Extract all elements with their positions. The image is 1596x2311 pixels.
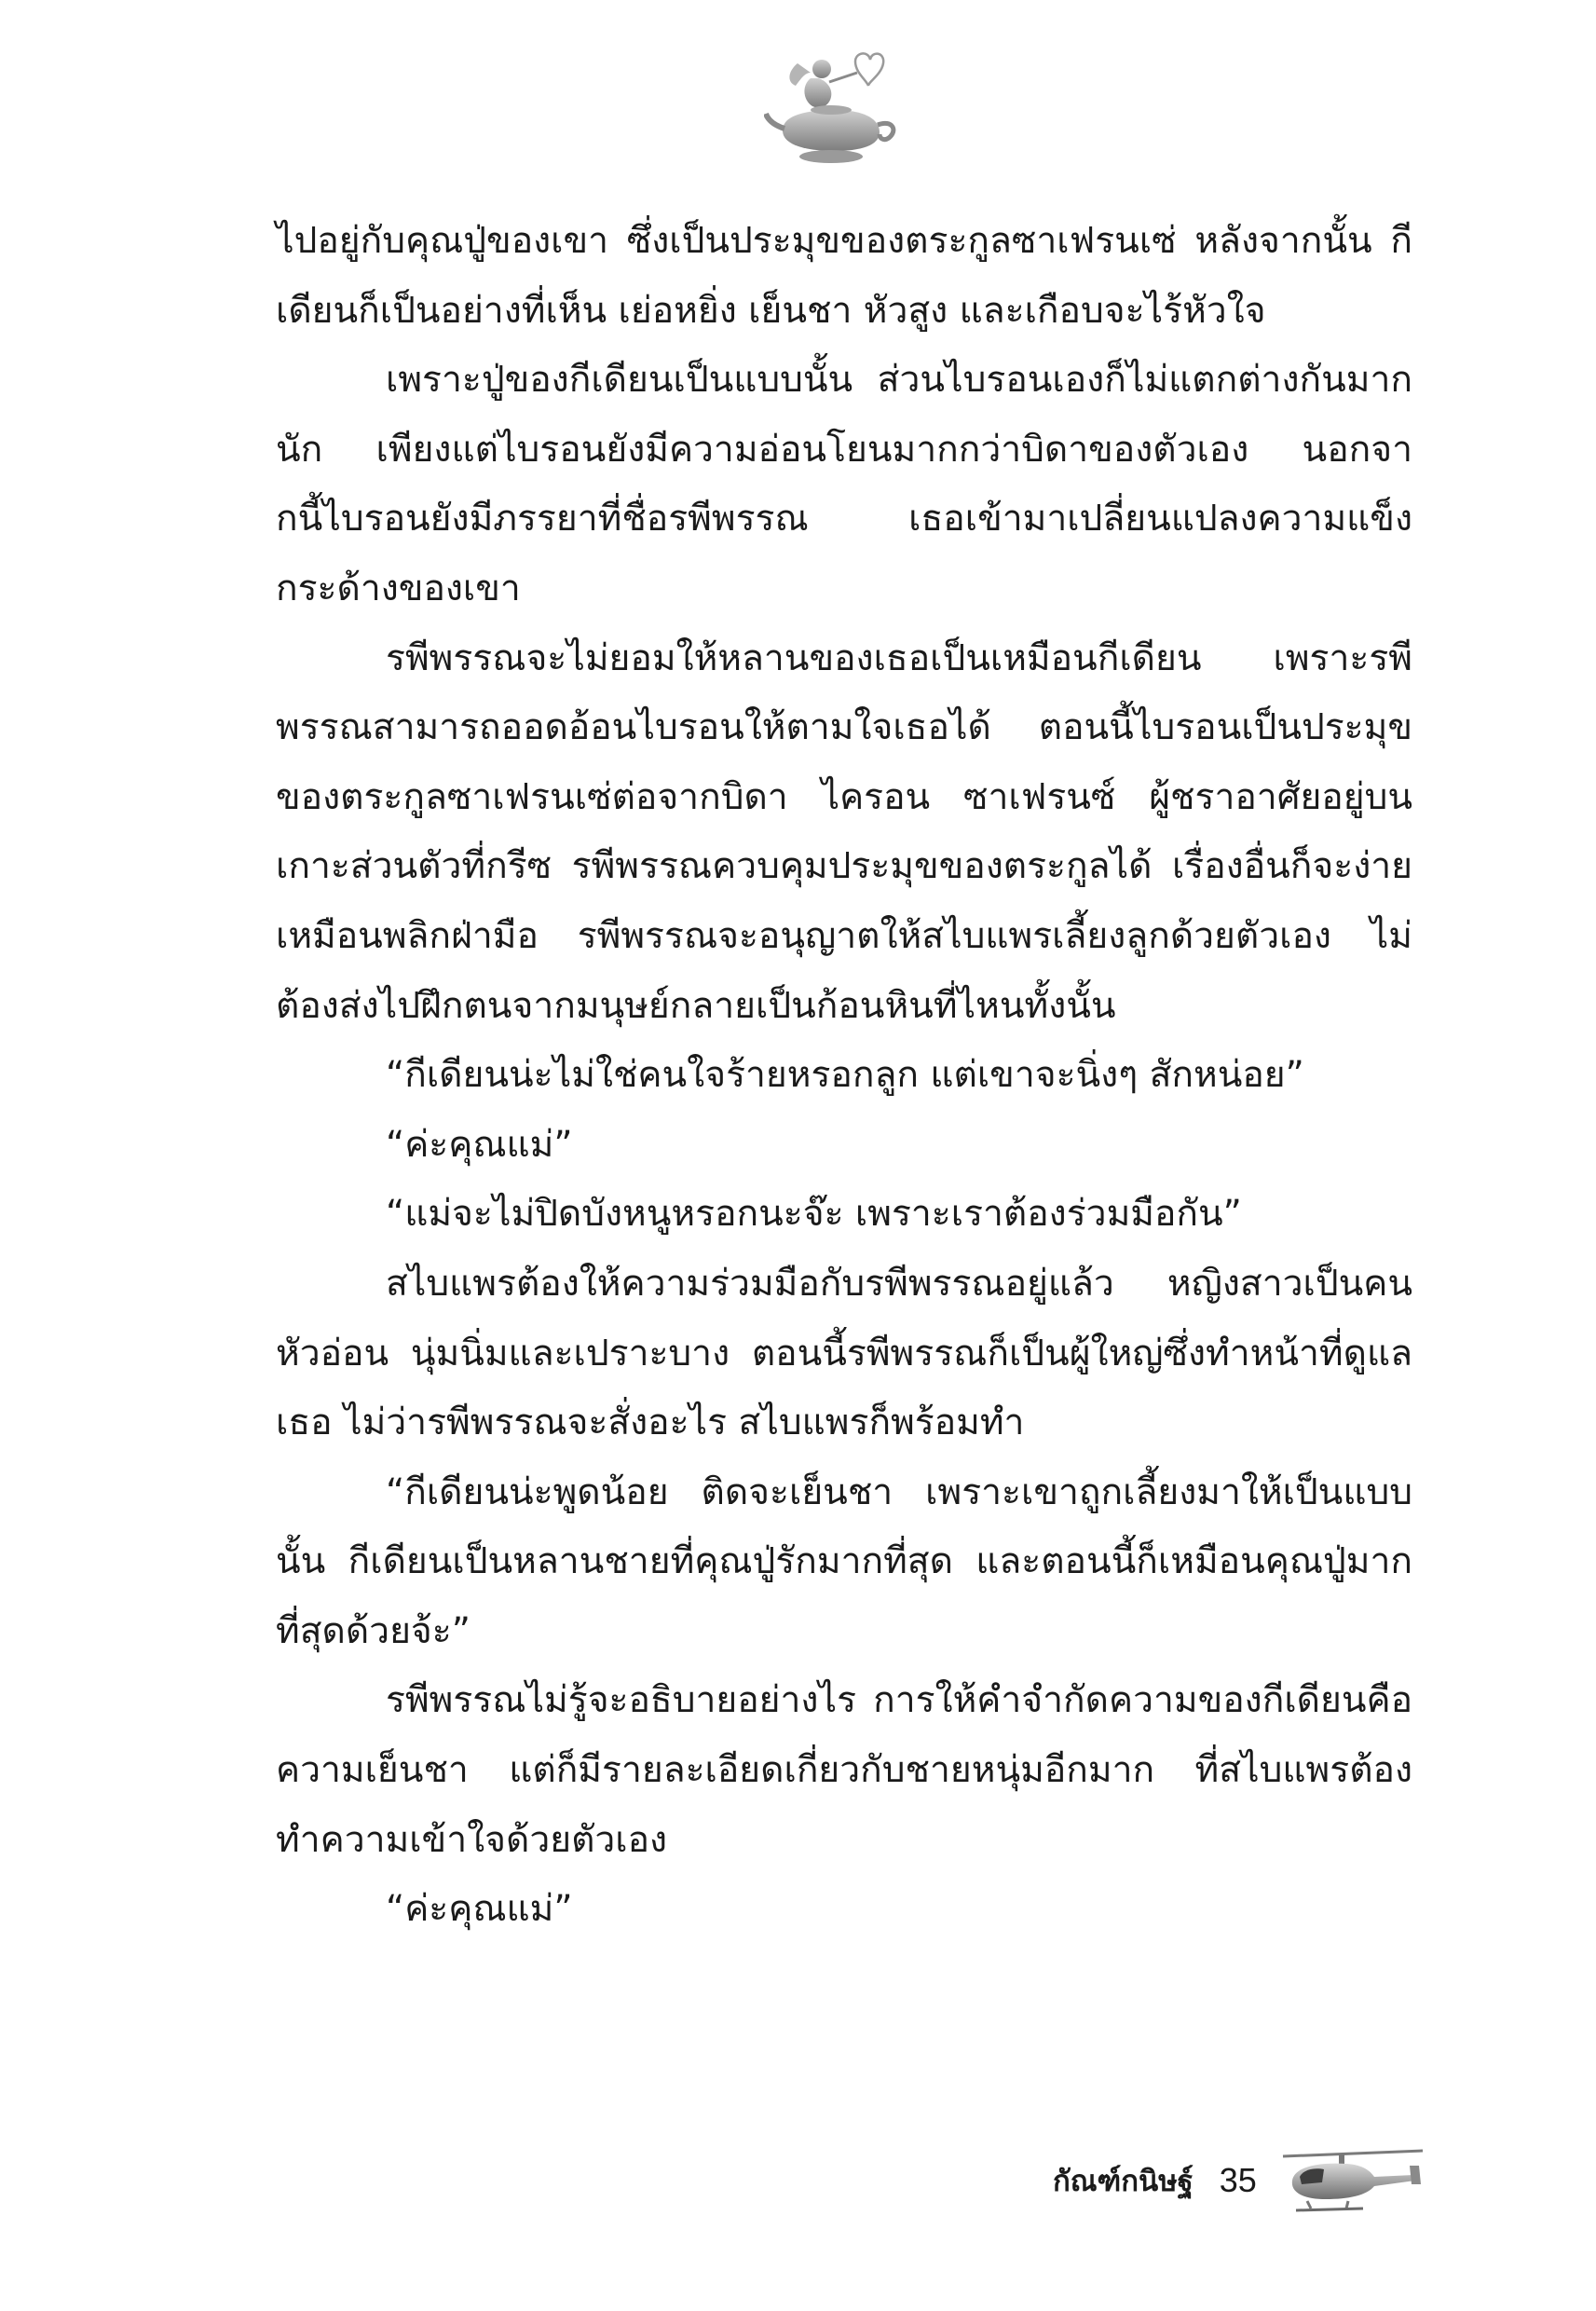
book-title: กัณฑ์กนิษฐ์ — [1053, 2165, 1194, 2198]
paragraph: “กีเดียนน่ะพูดน้อย ติดจะเย็นชา เพราะเขาถูกเลี้ยงมาให้เป็นแบบนั้น กีเดียนเป็นหลานชายที่คุณปู่รักมากที่สุด และตอนนี้ก็เหมือนคุณปู่มากที่สุดด้วยจ้ะ” — [276, 1470, 1412, 1652]
paragraph: เพราะปู่ของกีเดียนเป็นแบบนั้น ส่วนไบรอนเองก็ไม่แตกต่างกันมากนัก เพียงแต่ไบรอนยังมีความอ่อนโยนมากกว่าบิดาของตัวเอง นอกจากนี้ไบรอนยังมีภรรยาที่ชื่อรพีพรรณ เธอเข้ามาเปลี่ยนแปลงความแข็งกระด้างของเขา — [276, 359, 1412, 609]
body-text — [276, 207, 1412, 1945]
paragraph: สไบแพรต้องให้ความร่วมมือกับรพีพรรณอยู่แล้ว หญิงสาวเป็นคนหัวอ่อน นุ่มนิ่มและเปราะบาง ตอนนี้รพีพรรณก็เป็นผู้ใหญ่ซึ่งทำหน้าที่ดูแลเธอ ไม่ว่ารพีพรรณจะสั่งอะไร สไบแพรก็พร้อมทำ — [276, 1262, 1412, 1444]
paragraph: “กีเดียนน่ะไม่ใช่คนใจร้ายหรอกลูก แต่เขาจะนิ่งๆ สักหน่อย” — [386, 1054, 1304, 1097]
paragraph: รพีพรรณจะไม่ยอมให้หลานของเธอเป็นเหมือนกีเดียน เพราะรพีพรรณสามารถออดอ้อนไบรอนให้ตามใจเธอได้ ตอนนี้ไบรอนเป็นประมุขของตระกูลซาเฟรนเซ่ต่อจากบิดา ไครอน ซาเฟรนซ์ ผู้ชราอาศัยอยู่บนเกาะส่วนตัวที่กรีซ รพีพรรณควบคุมประมุขของตระกูลได้ เรื่องอื่นก็จะง่ายเหมือนพลิกฝ่ามือ รพีพรรณจะอนุญาตให้สไบแพรเลี้ยงลูกด้วยตัวเอง ไม่ต้องส่งไปฝึกตนจากมนุษย์กลายเป็นก้อนหินที่ไหนทั้งนั้น — [276, 636, 1412, 1027]
cupid-teapot-icon — [764, 45, 904, 175]
paragraph: “ค่ะคุณแม่” — [386, 1123, 573, 1166]
paragraph: รพีพรรณไม่รู้จะอธิบายอย่างไร การให้คำจำกัดความของกีเดียนคือความเย็นชา แต่ก็มีรายละเอียดเกี่ยวกับชายหนุ่มอีกมาก ที่สไบแพรต้องทำความเข้าใจด้วยตัวเอง — [276, 1679, 1412, 1861]
page-footer — [1053, 2143, 1481, 2218]
paragraph: ไปอยู่กับคุณปู่ของเขา ซึ่งเป็นประมุขของตระกูลซาเฟรนเซ่ หลังจากนั้น กีเดียนก็เป็นอย่างที่เห็น เย่อหยิ่ง เย็นชา หัวสูง และเกือบจะไร้หัวใจ — [276, 220, 1412, 332]
page-number: 35 — [1219, 2161, 1257, 2199]
helicopter-icon — [1274, 2143, 1432, 2218]
paragraph: “แม่จะไม่ปิดบังหนูหรอกนะจ๊ะ เพราะเราต้องร่วมมือกัน” — [386, 1193, 1242, 1236]
paragraph: “ค่ะคุณแม่” — [386, 1888, 573, 1931]
